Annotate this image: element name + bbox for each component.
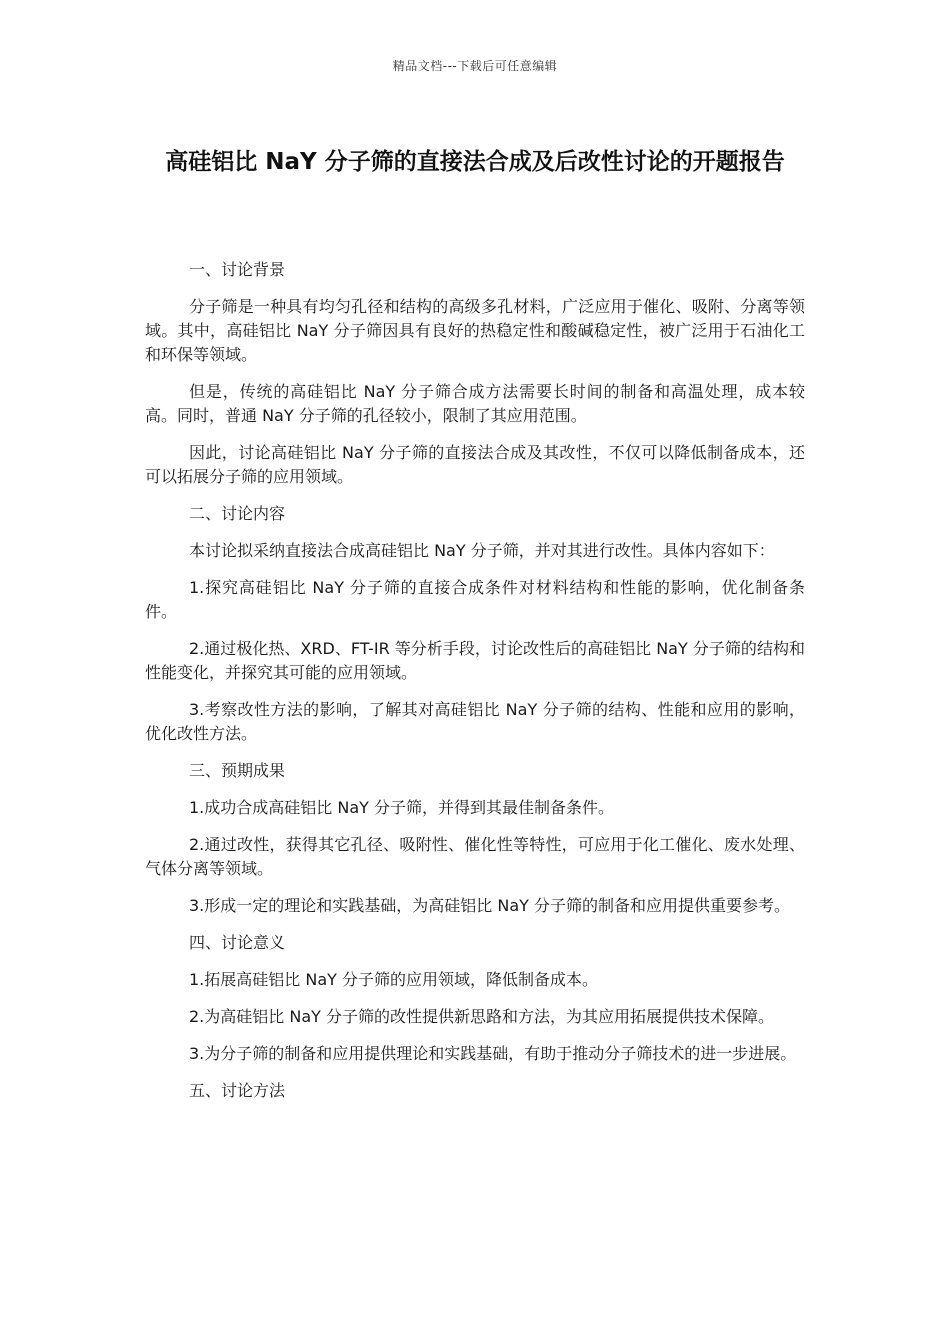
paragraph: 因此，讨论高硅铝比 NaY 分子筛的直接法合成及其改性，不仅可以降低制备成本，还可以拓展分子筛的应用领域。 [145,443,805,486]
page-header: 精品文档---下载后可任意编辑 [392,59,558,73]
section-heading-content: 二、讨论内容 [189,504,286,523]
list-item: 3.为分子筛的制备和应用提供理论和实践基础，有助于推动分子筛技术的进一步进展。 [189,1044,797,1063]
list-item: 2.通过极化热、XRD、FT-IR 等分析手段，讨论改性后的高硅铝比 NaY 分子筛的结构和性能变化，并探究其可能的应用领域。 [145,639,805,682]
paragraph: 但是，传统的高硅铝比 NaY 分子筛合成方法需要长时间的制备和高温处理，成本较高。同时，普通 NaY 分子筛的孔径较小，限制了其应用范围。 [145,382,805,425]
section-heading-significance: 四、讨论意义 [189,933,286,952]
list-item: 3.考察改性方法的影响，了解其对高硅铝比 NaY 分子筛的结构、性能和应用的影响，优化改性方法。 [145,700,805,743]
paragraph: 分子筛是一种具有均匀孔径和结构的高级多孔材料，广泛应用于催化、吸附、分离等领域。其中，高硅铝比 NaY 分子筛因具有良好的热稳定性和酸碱稳定性，被广泛用于石油化工和环保等领域。 [145,297,805,364]
section-heading-methods: 五、讨论方法 [189,1081,286,1100]
list-item: 1.成功合成高硅铝比 NaY 分子筛，并得到其最佳制备条件。 [189,798,614,817]
list-item: 1.拓展高硅铝比 NaY 分子筛的应用领域，降低制备成本。 [189,970,598,989]
list-item: 3.形成一定的理论和实践基础，为高硅铝比 NaY 分子筛的制备和应用提供重要参考。 [189,896,790,915]
document-title: 高硅铝比 NaY 分子筛的直接法合成及后改性讨论的开题报告 [165,149,785,175]
list-item: 1.探究高硅铝比 NaY 分子筛的直接合成条件对材料结构和性能的影响，优化制备条件。 [145,578,805,621]
paragraph: 本讨论拟采纳直接法合成高硅铝比 NaY 分子筛，并对其进行改性。具体内容如下： [189,541,775,560]
section-heading-background: 一、讨论背景 [189,260,286,279]
section-heading-expected-results: 三、预期成果 [189,761,286,780]
list-item: 2.通过改性，获得其它孔径、吸附性、催化性等特性，可应用于化工催化、废水处理、气体分离等领域。 [145,835,805,878]
document-body [145,258,805,1116]
list-item: 2.为高硅铝比 NaY 分子筛的改性提供新思路和方法，为其应用拓展提供技术保障。 [189,1007,774,1026]
